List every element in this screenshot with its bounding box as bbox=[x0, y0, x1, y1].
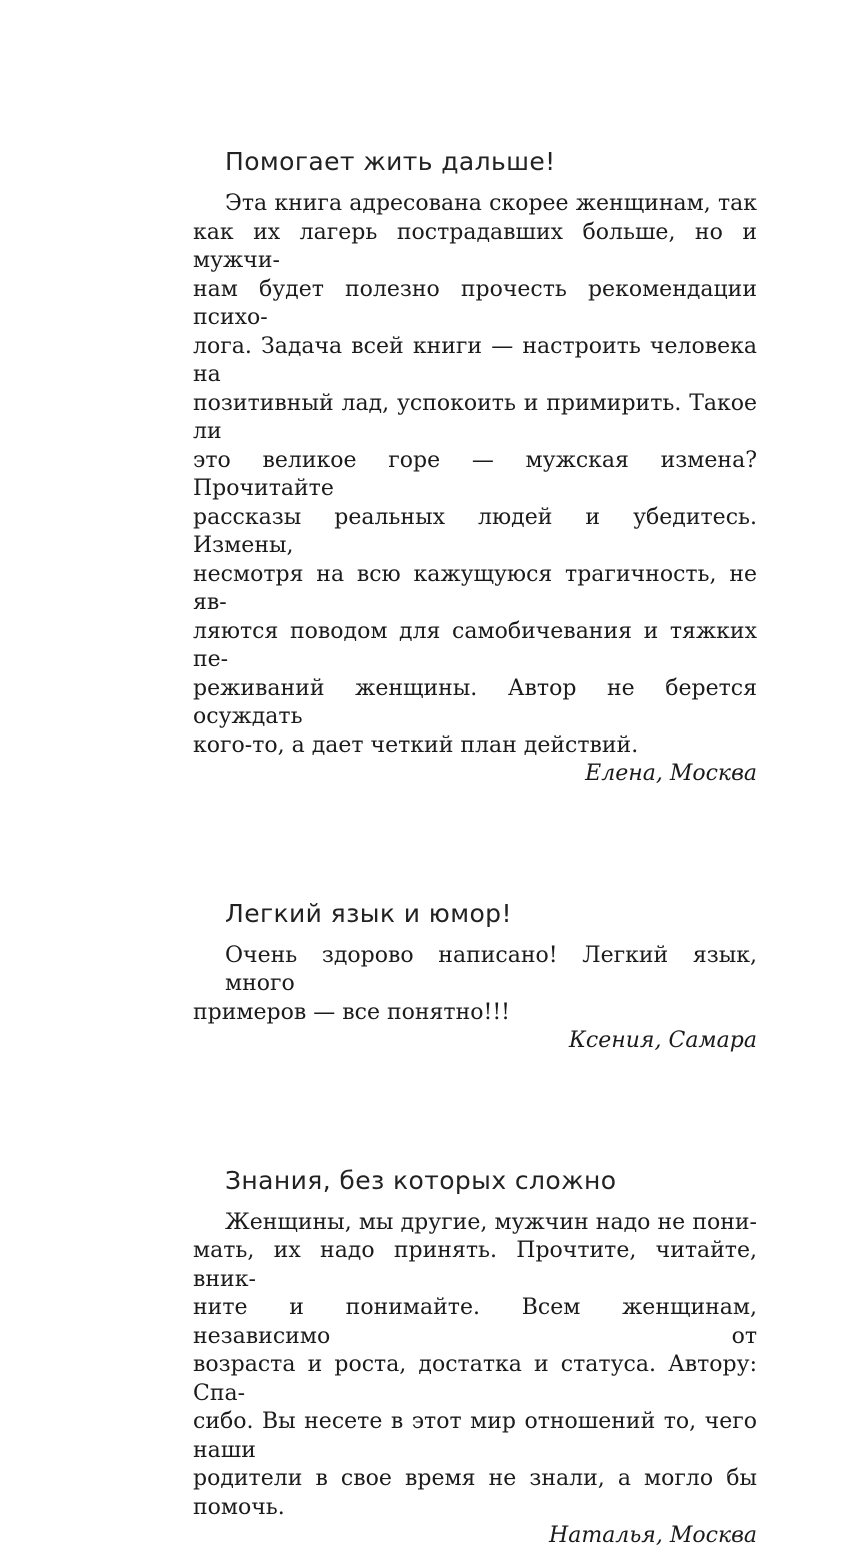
paragraph-line: это великое горе — мужская измена? Прочитайте bbox=[193, 447, 757, 501]
review-section bbox=[193, 1165, 757, 1551]
paragraph-line: нам будет полезно прочесть рекомендации психо- bbox=[193, 276, 757, 330]
review-section bbox=[193, 898, 757, 1056]
review-signature: Елена, Москва bbox=[585, 761, 757, 786]
paragraph-line: несмотря на всю кажущуюся трагичность, не яв- bbox=[193, 561, 757, 615]
paragraph-line: рассказы реальных людей и убедитесь. Измены, bbox=[193, 504, 757, 558]
paragraph-line: Очень здорово написано! Легкий язык, много bbox=[225, 942, 757, 996]
review-signature: Наталья, Москва bbox=[549, 1523, 757, 1548]
paragraph-line: позитивный лад, успокоить и примирить. Такое ли bbox=[193, 390, 757, 444]
review-section bbox=[193, 146, 757, 789]
paragraph-line: мать, их надо принять. Прочтите, читайте, вник- bbox=[193, 1238, 757, 1292]
review-paragraph bbox=[193, 942, 757, 1028]
paragraph-line: примеров — все понятно!!! bbox=[193, 999, 511, 1025]
review-signature: Ксения, Самара bbox=[568, 1028, 757, 1053]
paragraph-line: родители в свое время не знали, а могло бы помочь. bbox=[193, 1466, 757, 1520]
paragraph-line: сибо. Вы несете в этот мир отношений то, чего наши bbox=[193, 1409, 757, 1463]
review-paragraph bbox=[193, 190, 757, 760]
paragraph-line: реживаний женщины. Автор не берется осуждать bbox=[193, 675, 757, 729]
paragraph-line: Эта книга адресована скорее женщинам, так bbox=[225, 191, 757, 216]
paragraph-line: как их лагерь пострадавших больше, но и мужчи- bbox=[193, 219, 757, 273]
book-page-text-block bbox=[193, 146, 757, 1551]
review-paragraph bbox=[193, 1209, 757, 1523]
paragraph-line: Женщины, мы другие, мужчин надо не пони- bbox=[225, 1209, 757, 1235]
paragraph-line: лога. Задача всей книги — настроить человека на bbox=[193, 333, 757, 387]
review-heading: Помогает жить дальше! bbox=[225, 147, 556, 176]
paragraph-line: возраста и роста, достатка и статуса. Автору: Спа- bbox=[193, 1352, 757, 1406]
paragraph-line: ляются поводом для самобичевания и тяжких пе- bbox=[193, 618, 757, 672]
review-heading: Легкий язык и юмор! bbox=[225, 898, 512, 928]
paragraph-line: ните и понимайте. Всем женщинам, независимо от bbox=[193, 1295, 757, 1349]
review-heading: Знания, без которых сложно bbox=[225, 1165, 617, 1195]
paragraph-line: кого-то, а дает четкий план действий. bbox=[193, 732, 639, 758]
